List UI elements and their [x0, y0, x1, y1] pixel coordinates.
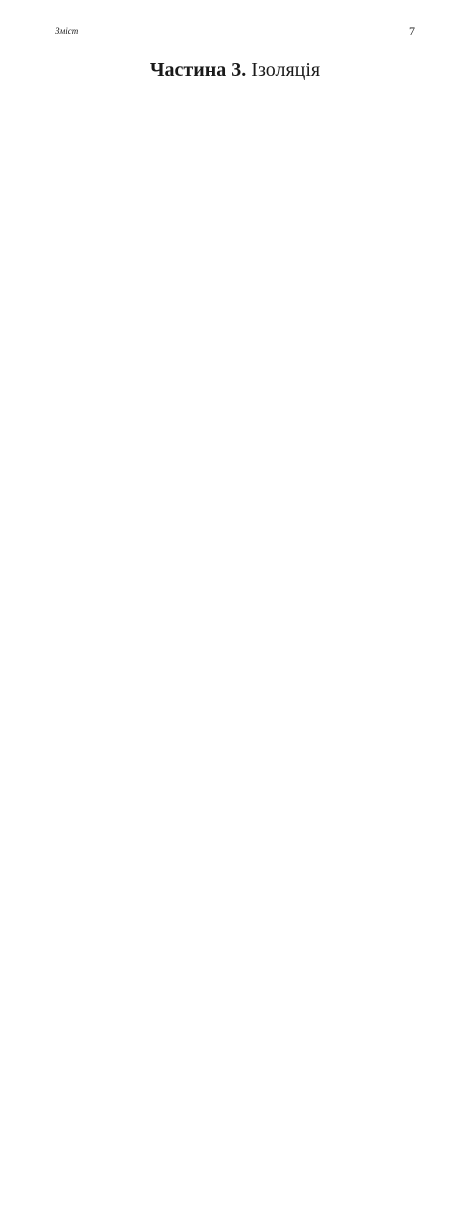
part-3-label: Частина 3. [149, 59, 247, 81]
toc-entry[interactable] [0, 359, 470, 378]
toc-entry-index[interactable] [0, 555, 470, 574]
part-3-title [0, 58, 470, 82]
toc-entry-chapter-11[interactable] [0, 426, 470, 445]
toc-entry-chapter-8[interactable] [0, 93, 470, 112]
page-number: 7 [409, 24, 415, 38]
toc-entry-notes[interactable] [0, 524, 470, 543]
toc-entry[interactable] [0, 211, 470, 230]
toc-entry[interactable] [0, 129, 470, 148]
toc-entry[interactable] [0, 229, 470, 248]
toc-entry[interactable] [0, 377, 470, 396]
toc-entry-epilogue[interactable] [0, 492, 470, 511]
toc-entry-chapter-9[interactable] [0, 193, 470, 212]
toc-entry[interactable] [0, 247, 470, 266]
toc-entry[interactable] [0, 444, 470, 463]
toc-entry-page [0, 555, 420, 1222]
toc-entry[interactable] [0, 396, 470, 415]
toc-entry[interactable] [0, 165, 470, 184]
toc-entry-chapter-10[interactable] [0, 322, 470, 341]
toc-entry[interactable] [0, 462, 470, 481]
part-3-name: Ізоляція [251, 59, 321, 81]
toc-entry[interactable] [0, 341, 470, 360]
running-head: Зміст [55, 26, 79, 36]
toc-entry[interactable] [0, 111, 470, 130]
page-header [55, 26, 415, 42]
